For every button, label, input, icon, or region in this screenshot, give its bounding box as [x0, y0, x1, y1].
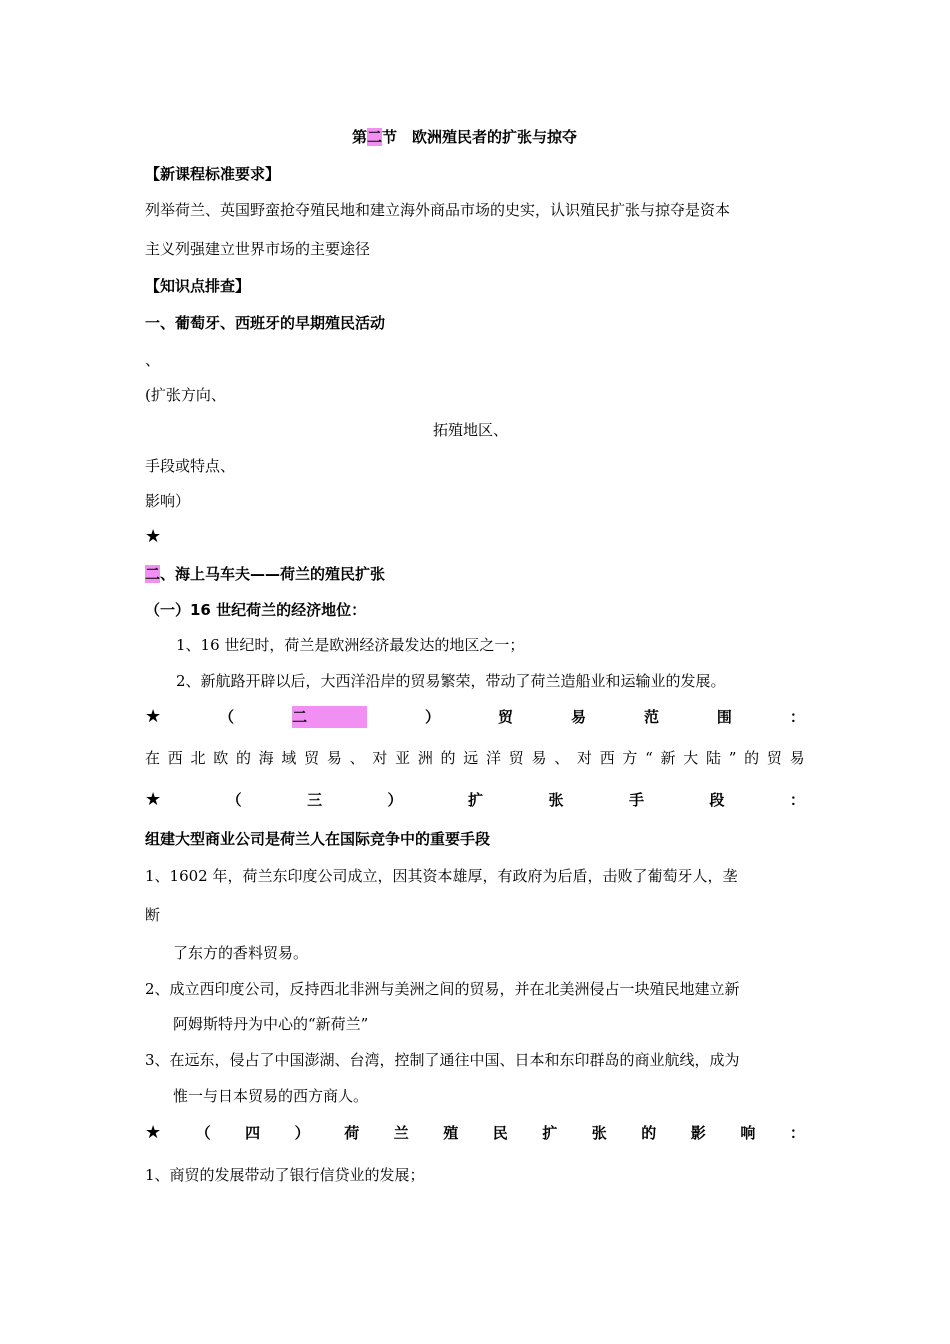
econ-item-2: 2、新航路开辟以后，大西洋沿岸的贸易繁荣，带动了荷兰造船业和运输业的发展。 — [176, 672, 726, 690]
row-char: 民 — [492, 1124, 508, 1142]
row-char: ） — [294, 1124, 310, 1142]
trade-char: 大 — [683, 749, 699, 767]
row-char: （ — [226, 791, 242, 809]
trade-char: 域 — [281, 749, 297, 767]
row-char: 张 — [591, 1124, 607, 1142]
row-char: 影 — [690, 1124, 706, 1142]
section-knowledge-heading: 【知识点排查】 — [145, 277, 251, 295]
trade-char: 、 — [349, 749, 365, 767]
star-icon: ★ — [145, 789, 162, 810]
para-1: (扩张方向、 — [145, 386, 226, 404]
trade-char: 西 — [167, 749, 183, 767]
row-char: ： — [789, 1124, 805, 1142]
trade-char: 贸 — [508, 749, 524, 767]
punct-line: 、 — [145, 351, 161, 369]
standard-line-1: 列举荷兰、英国野蛮抢夺殖民地和建立海外商品市场的史实，认识殖民扩张与掠夺是资本 — [145, 201, 731, 219]
row-char: ： — [789, 791, 805, 809]
row-char: 围 — [716, 708, 732, 726]
row-char: 段 — [709, 791, 725, 809]
para-4: 影响） — [145, 492, 191, 510]
trade-char: 亚 — [395, 749, 411, 767]
star-icon: ★ — [145, 706, 162, 727]
heading-2 — [145, 563, 385, 585]
trade-char: 的 — [235, 749, 251, 767]
title-text: 节 欧洲殖民者的扩张与掠夺 — [382, 128, 578, 146]
heading-trade-scope — [145, 706, 805, 728]
trade-char: 西 — [599, 749, 615, 767]
trade-char: 新 — [660, 749, 676, 767]
heading-2-highlight: 二 — [145, 565, 161, 583]
row-char: 扩 — [468, 791, 484, 809]
row-char-highlight: 二 — [292, 706, 367, 728]
trade-char: “ — [645, 749, 653, 767]
trade-char: 对 — [372, 749, 388, 767]
row-char: （ — [195, 1124, 211, 1142]
means-title: 组建大型商业公司是荷兰人在国际竞争中的重要手段 — [145, 830, 491, 848]
trade-char: 贸 — [766, 749, 782, 767]
row-char: 张 — [548, 791, 564, 809]
trade-char: 对 — [576, 749, 592, 767]
trade-char: 在 — [145, 749, 161, 767]
para-2: 拓殖地区、 — [433, 421, 509, 439]
row-char: 响 — [740, 1124, 756, 1142]
row-char: 手 — [628, 791, 644, 809]
star-icon: ★ — [145, 1122, 162, 1143]
title-highlight: 二 — [367, 128, 383, 146]
row-char: 的 — [641, 1124, 657, 1142]
trade-char: 远 — [463, 749, 479, 767]
econ-item-1: 1、16 世纪时，荷兰是欧洲经济最发达的地区之一； — [176, 636, 525, 654]
influence-item-1: 1、商贸的发展带动了银行信贷业的发展； — [145, 1166, 425, 1184]
row-char: 殖 — [443, 1124, 459, 1142]
trade-char: 洲 — [417, 749, 433, 767]
means-2-line-2: 阿姆斯特丹为中心的“新荷兰” — [173, 1015, 369, 1033]
title-prefix: 第 — [352, 128, 368, 146]
row-char: 四 — [245, 1124, 261, 1142]
heading-2-text: 、海上马车夫——荷兰的殖民扩张 — [160, 565, 386, 583]
trade-char: 海 — [258, 749, 274, 767]
row-char: 贸 — [498, 708, 514, 726]
trade-char: 欧 — [213, 749, 229, 767]
trade-char: 易 — [326, 749, 342, 767]
row-char: 范 — [643, 708, 659, 726]
trade-char: 方 — [622, 749, 638, 767]
standard-line-2: 主义列强建立世界市场的主要途径 — [145, 240, 371, 258]
trade-char: 的 — [440, 749, 456, 767]
star-icon: ★ — [145, 526, 162, 547]
row-char: ： — [789, 708, 805, 726]
heading-1: 一、葡萄牙、西班牙的早期殖民活动 — [145, 314, 386, 332]
means-1-line-2: 断 — [145, 906, 161, 924]
row-char: ） — [425, 708, 441, 726]
row-char: 三 — [307, 791, 323, 809]
trade-char: ” — [728, 749, 737, 767]
row-char: 兰 — [393, 1124, 409, 1142]
row-char: ） — [387, 791, 403, 809]
trade-char: 北 — [190, 749, 206, 767]
trade-char: 、 — [554, 749, 570, 767]
section-standard-heading: 【新课程标准要求】 — [145, 165, 281, 183]
para-3: 手段或特点、 — [145, 457, 236, 475]
means-3-line-1: 3、在远东，侵占了中国澎湖、台湾，控制了通往中国、日本和东印群岛的商业航线，成为 — [145, 1051, 740, 1069]
row-char: 扩 — [542, 1124, 558, 1142]
trade-char: 的 — [744, 749, 760, 767]
means-1-line-3: 了东方的香料贸易。 — [173, 944, 309, 962]
heading-influence — [145, 1122, 805, 1144]
means-1-line-1: 1、1602 年，荷兰东印度公司成立，因其资本雄厚，有政府为后盾，击败了葡萄牙人，垄 — [145, 867, 738, 885]
trade-char: 易 — [789, 749, 805, 767]
means-2-line-1: 2、成立西印度公司，反持西北非洲与美洲之间的贸易，并在北美洲侵占一块殖民地建立新 — [145, 980, 740, 998]
trade-char: 洋 — [486, 749, 502, 767]
heading-2-1: （一）16 世纪荷兰的经济地位： — [145, 601, 367, 619]
heading-expansion-means — [145, 789, 805, 811]
row-char: 荷 — [344, 1124, 360, 1142]
trade-scope-text — [145, 747, 805, 769]
trade-char: 陆 — [706, 749, 722, 767]
row-char: （ — [219, 708, 235, 726]
trade-char: 易 — [531, 749, 547, 767]
row-char: 易 — [570, 708, 586, 726]
trade-char: 贸 — [304, 749, 320, 767]
page-title — [352, 126, 577, 148]
means-3-line-2: 惟一与日本贸易的西方商人。 — [173, 1087, 369, 1105]
